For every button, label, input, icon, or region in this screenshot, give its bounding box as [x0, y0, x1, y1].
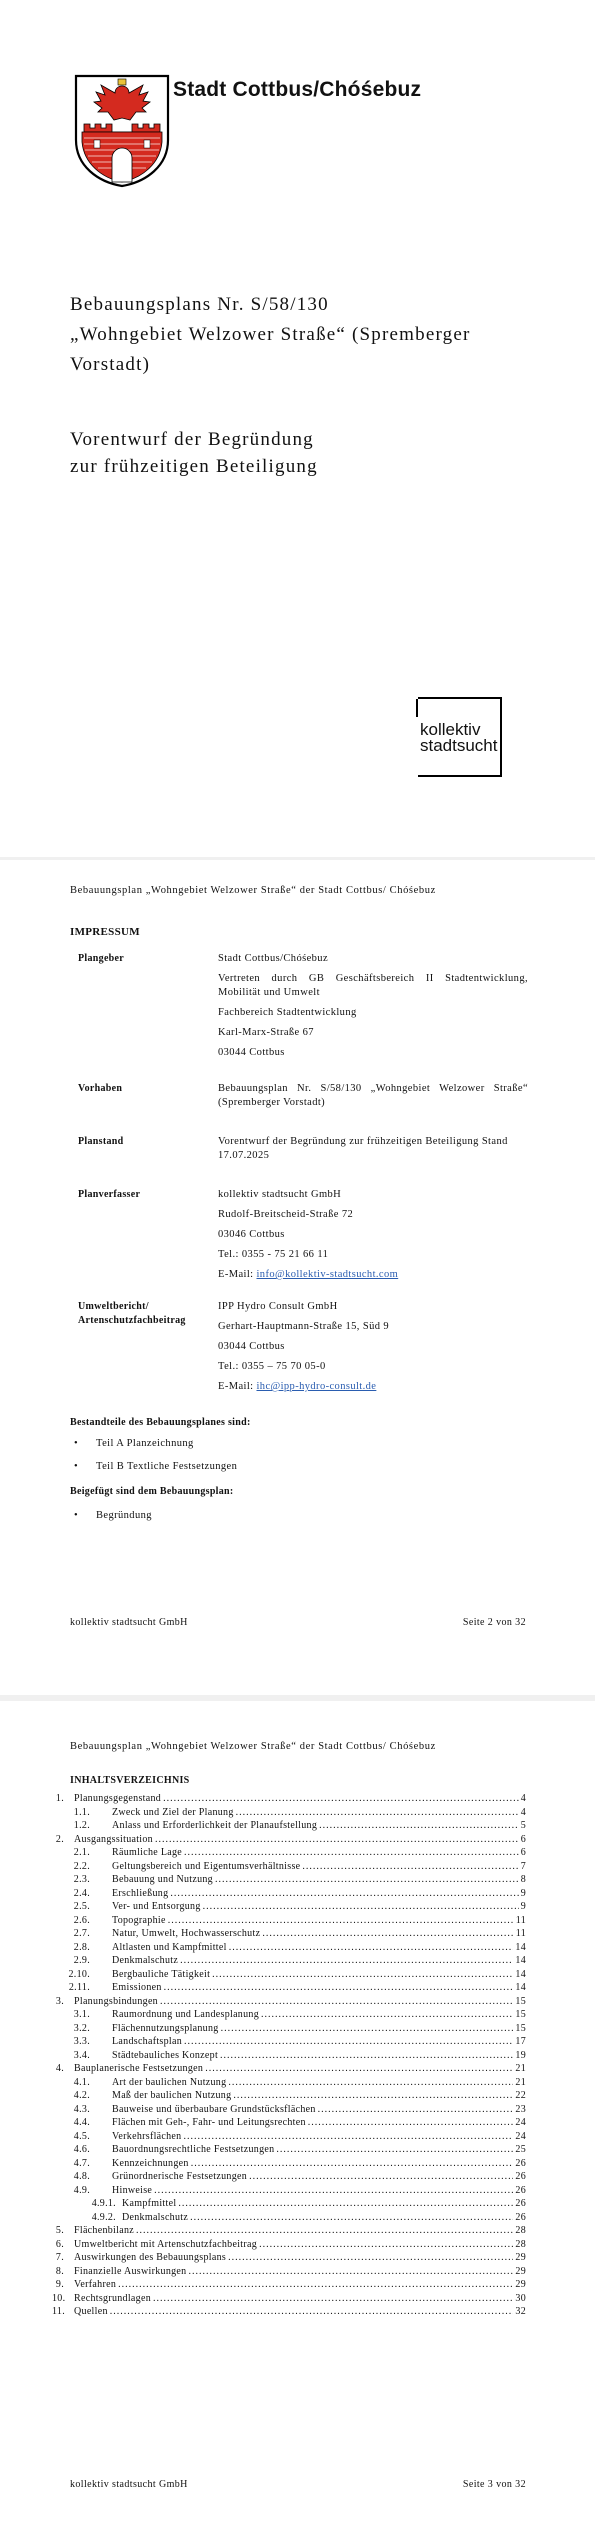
- toc-entry-page: 7: [520, 1860, 526, 1872]
- toc-entry[interactable]: [52, 2157, 526, 2171]
- toc-entry[interactable]: [52, 1927, 526, 1941]
- doc-type-line2: zur frühzeitigen Beteiligung: [70, 456, 318, 477]
- toc-entry[interactable]: [52, 1981, 526, 1995]
- toc-leader-dots: [164, 1981, 514, 1995]
- toc-entry-title: Rechtsgrundlagen: [74, 2292, 152, 2304]
- toc-entry-page: 8: [520, 1874, 526, 1885]
- toc-entry-number: 2.10.: [68, 1968, 90, 1980]
- toc-leader-dots: [262, 1927, 513, 1941]
- plangeber-line: 03044 Cottbus: [218, 1047, 285, 1058]
- umwelt-line: Gerhart-Hauptmann-Straße 15, Süd 9: [218, 1321, 390, 1332]
- toc-entry[interactable]: [52, 2292, 526, 2306]
- toc-entry-number: 2.4.: [73, 1887, 90, 1899]
- beigefuegt-heading: Beigefügt sind dem Bebauungsplan:: [70, 1486, 234, 1497]
- toc-leader-dots: [259, 2238, 513, 2252]
- toc-entry-title: Ver- und Entsorgung: [112, 1901, 201, 1912]
- umwelt-line: 03044 Cottbus: [218, 1341, 285, 1352]
- plan-number: Bebauungsplans Nr. S/58/130: [70, 294, 329, 315]
- footer-page-number: Seite 2 von 32: [462, 1617, 526, 1628]
- toc-entry-number: 5.: [55, 2225, 64, 2236]
- city-name: Stadt Cottbus/Chóśebuz: [173, 78, 422, 101]
- toc-entry-number: 3.1.: [73, 2009, 90, 2020]
- toc-entry-page: 29: [515, 2265, 526, 2277]
- toc-entry-title: Topographie: [112, 1914, 166, 1926]
- toc-leader-dots: [220, 2049, 513, 2063]
- toc-entry-page: 4: [520, 1793, 526, 1804]
- running-header: Bebauungsplan „Wohngebiet Welzower Straße“ der Stadt Cottbus/ Chóśebuz: [70, 885, 436, 896]
- verfasser-email-line: [218, 1268, 528, 1282]
- toc-leader-dots: [190, 2211, 513, 2225]
- toc-leader-dots: [178, 2197, 513, 2211]
- toc-entry-number: 4.7.: [73, 2157, 90, 2169]
- toc-entry-page: 11: [515, 1928, 526, 1939]
- bestandteil-item: • Teil B Textliche Festsetzungen: [96, 1461, 237, 1472]
- toc-leader-dots: [163, 1792, 519, 1806]
- toc-entry-title: Bebauung und Nutzung: [112, 1874, 213, 1885]
- toc-leader-dots: [191, 2157, 514, 2171]
- toc-leader-dots: [228, 2076, 513, 2090]
- toc-leader-dots: [188, 2265, 513, 2279]
- toc-leader-dots: [154, 2184, 513, 2198]
- toc-entry-title: Finanzielle Auswirkungen: [74, 2265, 187, 2277]
- toc-entry-title: Kennzeichnungen: [112, 2157, 189, 2169]
- toc-entry-page: 14: [515, 1968, 526, 1980]
- email-prefix: E-Mail:: [218, 1381, 257, 1392]
- toc-entry-page: 22: [515, 2090, 526, 2101]
- toc-entry-number: 3.: [55, 1995, 64, 2007]
- toc-entry[interactable]: [52, 2197, 526, 2211]
- umwelt-label-line1: Umweltbericht/: [78, 1301, 149, 1312]
- toc-entry-title: Denkmalschutz: [112, 1955, 179, 1966]
- toc-entry-number: 2.1.: [73, 1847, 90, 1858]
- toc-entry[interactable]: [52, 2305, 526, 2319]
- toc-entry-page: 26: [515, 2198, 526, 2209]
- toc-entry-page: 15: [515, 2009, 526, 2020]
- toc-entry-page: 19: [515, 2049, 526, 2061]
- toc-entry-title: Flächen mit Geh-, Fahr- und Leitungsrechten: [112, 2117, 306, 2128]
- toc-entry-title: Denkmalschutz: [122, 2211, 189, 2223]
- toc-entry[interactable]: [52, 2089, 526, 2103]
- toc-entry-title: Quellen: [74, 2306, 108, 2317]
- toc-entry[interactable]: [52, 1806, 526, 1820]
- toc-entry[interactable]: [52, 1914, 526, 1928]
- page-footer: [70, 2479, 526, 2490]
- toc-entry[interactable]: [52, 2062, 526, 2076]
- toc-entry[interactable]: [52, 2008, 526, 2022]
- toc-entry[interactable]: [52, 1995, 526, 2009]
- toc-entry-number: 2.2.: [73, 1860, 90, 1872]
- toc-entry-page: 32: [515, 2306, 526, 2317]
- toc-leader-dots: [212, 1968, 513, 1982]
- toc-leader-dots: [318, 2103, 514, 2117]
- toc-entry[interactable]: [52, 1846, 526, 1860]
- toc-heading: INHALTSVERZEICHNIS: [70, 1775, 190, 1786]
- toc-entry-number: 4.5.: [73, 2130, 90, 2142]
- toc-entry[interactable]: [52, 2184, 526, 2198]
- toc-entry[interactable]: [52, 2143, 526, 2157]
- toc-entry-number: 4.: [55, 2063, 64, 2074]
- toc-entry-title: Maß der baulichen Nutzung: [112, 2090, 232, 2101]
- toc-entry-page: 14: [515, 1982, 526, 1993]
- toc-entry-number: 4.9.1.: [91, 2198, 116, 2209]
- toc-entry-title: Bauordnungsrechtliche Festsetzungen: [112, 2144, 275, 2155]
- toc-entry-title: Bauplanerische Festsetzungen: [74, 2063, 204, 2074]
- toc-entry-page: 30: [515, 2292, 526, 2304]
- vorhaben-value: [218, 1082, 528, 1116]
- toc-entry-number: 7.: [55, 2252, 64, 2263]
- umwelt-line: Tel.: 0355 – 75 70 05-0: [218, 1361, 326, 1372]
- toc-entry-page: 26: [515, 2171, 526, 2182]
- toc-leader-dots: [236, 1806, 519, 1820]
- city-crest-icon: [72, 70, 172, 188]
- toc-entry-page: 6: [520, 1833, 526, 1845]
- page-footer: [70, 1617, 526, 1628]
- toc-entry-number: 4.2.: [73, 2090, 90, 2101]
- plangeber-line: Vertreten durch GB Geschäftsbereich II Stadtentwicklung, Mobilität und Umwelt: [218, 973, 528, 998]
- toc-leader-dots: [136, 2224, 513, 2238]
- verfasser-line: kollektiv stadtsucht GmbH: [218, 1189, 342, 1200]
- toc-entry-number: 3.4.: [73, 2049, 90, 2061]
- toc-entry-title: Raumordnung und Landesplanung: [112, 2009, 260, 2020]
- toc-leader-dots: [180, 1954, 513, 1968]
- logo-line2: stadtsucht: [420, 736, 498, 755]
- toc-entry-title: Geltungsbereich und Eigentumsverhältnisse: [112, 1860, 301, 1872]
- umwelt-line: IPP Hydro Consult GmbH: [218, 1301, 338, 1312]
- toc-entry[interactable]: [52, 1819, 526, 1833]
- toc-leader-dots: [249, 2170, 513, 2184]
- toc-entry-page: 23: [515, 2103, 526, 2115]
- toc-entry-title: Grünordnerische Festsetzungen: [112, 2171, 248, 2182]
- verfasser-value: [218, 1188, 528, 1288]
- toc-entry-number: 3.2.: [73, 2022, 90, 2034]
- verfasser-label: Planverfasser: [78, 1189, 141, 1200]
- planstand-label: Planstand: [78, 1136, 124, 1147]
- toc-entry-title: Räumliche Lage: [112, 1847, 183, 1858]
- toc-entry-title: Planungsgegenstand: [74, 1793, 162, 1804]
- toc-entry-title: Verfahren: [74, 2279, 117, 2290]
- cover-page: [0, 0, 595, 860]
- toc-entry-page: 9: [520, 1901, 526, 1912]
- verfasser-line: Tel.: 0355 - 75 21 66 11: [218, 1249, 329, 1260]
- toc-entry-number: 4.6.: [73, 2144, 90, 2155]
- toc-entry-number: 9.: [55, 2279, 64, 2290]
- vorhaben-text: Bebauungsplan Nr. S/58/130 „Wohngebiet Welzower Straße“ (Spremberger Vorstadt): [218, 1083, 528, 1108]
- plangeber-line: Stadt Cottbus/Chóśebuz: [218, 953, 329, 964]
- verfasser-line: Rudolf-Breitscheid-Straße 72: [218, 1209, 354, 1220]
- toc-entry-title: Kampfmittel: [122, 2198, 177, 2209]
- toc-entry-page: 11: [515, 1914, 526, 1926]
- table-of-contents: [52, 1792, 526, 2319]
- toc-entry[interactable]: [52, 1900, 526, 1914]
- toc-entry-page: 29: [515, 2252, 526, 2263]
- toc-entry-number: 2.6.: [73, 1914, 90, 1926]
- toc-entry-title: Flächenbilanz: [74, 2225, 134, 2236]
- toc-entry-title: Umweltbericht mit Artenschutzfachbeitrag: [74, 2238, 258, 2250]
- footer-company: kollektiv stadtsucht GmbH: [70, 2479, 188, 2490]
- toc-entry-number: 4.4.: [73, 2117, 90, 2128]
- beigefuegt-item: • Begründung: [96, 1510, 152, 1521]
- toc-entry[interactable]: [52, 2278, 526, 2292]
- toc-entry-page: 17: [515, 2036, 526, 2047]
- toc-entry-page: 14: [515, 1955, 526, 1966]
- toc-entry[interactable]: [52, 1860, 526, 1874]
- toc-entry-number: 3.3.: [73, 2036, 90, 2047]
- toc-entry-number: 11.: [52, 2306, 66, 2317]
- toc-entry-number: 2.11.: [68, 1982, 90, 1993]
- toc-leader-dots: [261, 2008, 513, 2022]
- toc-entry[interactable]: [52, 1954, 526, 1968]
- toc-entry[interactable]: [52, 1941, 526, 1955]
- toc-entry-title: Erschließung: [112, 1887, 169, 1899]
- toc-entry-page: 28: [515, 2238, 526, 2250]
- kollektiv-stadtsucht-logo: [418, 697, 502, 777]
- toc-entry-number: 2.3.: [73, 1874, 90, 1885]
- toc-entry-title: Auswirkungen des Bebauungsplans: [74, 2252, 227, 2263]
- footer-page-number: Seite 3 von 32: [462, 2479, 526, 2490]
- toc-entry-title: Emissionen: [112, 1982, 162, 1993]
- toc-entry[interactable]: [52, 1833, 526, 1847]
- toc-entry-page: 24: [515, 2130, 526, 2142]
- toc-leader-dots: [308, 2116, 514, 2130]
- toc-entry-title: Bergbauliche Tätigkeit: [112, 1968, 211, 1980]
- toc-leader-dots: [118, 2278, 513, 2292]
- toc-entry-number: 2.8.: [73, 1941, 90, 1953]
- toc-entry-number: 2.: [55, 1833, 64, 1845]
- toc-entry[interactable]: [52, 2022, 526, 2036]
- toc-entry[interactable]: [52, 2238, 526, 2252]
- toc-leader-dots: [155, 1833, 519, 1847]
- toc-leader-dots: [205, 2062, 513, 2076]
- toc-entry[interactable]: [52, 1887, 526, 1901]
- toc-leader-dots: [221, 2022, 514, 2036]
- umwelt-label: [78, 1300, 186, 1328]
- toc-leader-dots: [160, 1995, 513, 2009]
- toc-entry-title: Zweck und Ziel der Planung: [112, 1806, 234, 1818]
- toc-entry-number: 8.: [55, 2265, 64, 2277]
- toc-entry[interactable]: [52, 2049, 526, 2063]
- toc-entry-title: Natur, Umwelt, Hochwasserschutz: [112, 1928, 261, 1939]
- toc-leader-dots: [153, 2292, 513, 2306]
- umwelt-label-line2: Artenschutzfachbeitrag: [78, 1315, 186, 1326]
- umwelt-email-link[interactable]: ihc@ipp-hydro-consult.de: [256, 1381, 377, 1392]
- toc-leader-dots: [168, 1914, 514, 1928]
- toc-leader-dots: [170, 1887, 518, 1901]
- vorhaben-label: Vorhaben: [78, 1083, 123, 1094]
- toc-entry-page: 15: [515, 2022, 526, 2034]
- toc-entry-title: Verkehrsflächen: [112, 2130, 182, 2142]
- toc-leader-dots: [183, 2130, 513, 2144]
- bestandteile-heading: Bestandteile des Bebauungsplanes sind:: [70, 1417, 251, 1428]
- toc-entry-number: 4.9.2.: [91, 2211, 116, 2223]
- toc-entry-number: 4.9.: [73, 2184, 90, 2196]
- toc-entry-page: 4: [520, 1806, 526, 1818]
- toc-entry-page: 29: [515, 2279, 526, 2290]
- toc-entry-page: 15: [515, 1995, 526, 2007]
- toc-entry[interactable]: [52, 2211, 526, 2225]
- plangeber-line: Fachbereich Stadtentwicklung: [218, 1007, 357, 1018]
- footer-company: kollektiv stadtsucht GmbH: [70, 1617, 188, 1628]
- toc-entry-title: Planungsbindungen: [74, 1995, 158, 2007]
- planstand-text: Vorentwurf der Begründung zur frühzeitigen Beteiligung Stand 17.07.2025: [218, 1136, 508, 1161]
- toc-entry-number: 4.1.: [73, 2076, 90, 2088]
- plangeber-line: Karl-Marx-Straße 67: [218, 1027, 314, 1038]
- toc-leader-dots: [319, 1819, 519, 1833]
- toc-leader-dots: [215, 1873, 519, 1887]
- toc-entry[interactable]: [52, 2265, 526, 2279]
- toc-entry[interactable]: [52, 1873, 526, 1887]
- toc-entry-title: Anlass und Erforderlichkeit der Planaufstellung: [112, 1820, 318, 1831]
- toc-entry-page: 21: [515, 2076, 526, 2088]
- toc-entry-title: Hinweise: [112, 2184, 153, 2196]
- toc-leader-dots: [184, 2035, 513, 2049]
- toc-leader-dots: [302, 1860, 518, 1874]
- toc-leader-dots: [233, 2089, 513, 2103]
- toc-entry-page: 25: [515, 2144, 526, 2155]
- toc-entry-page: 26: [515, 2211, 526, 2223]
- impressum-heading: IMPRESSUM: [70, 926, 140, 938]
- toc-entry-title: Städtebauliches Konzept: [112, 2049, 219, 2061]
- toc-entry-title: Flächennutzungsplanung: [112, 2022, 219, 2034]
- email-prefix: E-Mail:: [218, 1269, 257, 1280]
- page-divider: [0, 1695, 595, 1701]
- doc-type-line1: Vorentwurf der Begründung: [70, 429, 314, 450]
- toc-entry-page: 9: [520, 1887, 526, 1899]
- toc-entry[interactable]: [52, 2224, 526, 2238]
- toc-entry[interactable]: [52, 2076, 526, 2090]
- toc-leader-dots: [228, 2251, 513, 2265]
- toc-entry[interactable]: [52, 2116, 526, 2130]
- toc-entry-title: Altlasten und Kampfmittel: [112, 1941, 227, 1953]
- running-header: Bebauungsplan „Wohngebiet Welzower Straße“ der Stadt Cottbus/ Chóśebuz: [70, 1741, 436, 1752]
- bestandteil-item: • Teil A Planzeichnung: [96, 1438, 194, 1449]
- toc-entry-page: 5: [520, 1820, 526, 1831]
- umwelt-value: [218, 1300, 528, 1400]
- verfasser-line: 03046 Cottbus: [218, 1229, 285, 1240]
- toc-entry-page: 26: [515, 2184, 526, 2196]
- toc-entry-page: 14: [515, 1941, 526, 1953]
- toc-entry-number: 10.: [52, 2292, 66, 2304]
- umwelt-email-line: [218, 1380, 528, 1394]
- verfasser-email-link[interactable]: info@kollektiv-stadtsucht.com: [256, 1269, 399, 1280]
- toc-leader-dots: [203, 1900, 519, 1914]
- toc-entry[interactable]: [52, 2170, 526, 2184]
- toc-entry-title: Landschaftsplan: [112, 2036, 183, 2047]
- toc-entry-number: 1.: [55, 1793, 64, 1804]
- plan-title-line1: „Wohngebiet Welzower Straße“ (Spremberger: [70, 324, 471, 345]
- toc-entry-number: 2.7.: [73, 1928, 90, 1939]
- plan-title-line2: Vorstadt): [70, 354, 151, 375]
- toc-entry-number: 2.9.: [73, 1955, 90, 1966]
- toc-leader-dots: [110, 2305, 514, 2319]
- logo-line1: kollektiv: [420, 720, 481, 739]
- toc-entry[interactable]: [52, 2130, 526, 2144]
- toc-entry-page: 21: [515, 2063, 526, 2074]
- toc-entry[interactable]: [52, 2035, 526, 2049]
- toc-entry-number: 6.: [55, 2238, 64, 2250]
- toc-entry-title: Bauweise und überbaubare Grundstücksflächen: [112, 2103, 316, 2115]
- toc-leader-dots: [276, 2143, 513, 2157]
- toc-entry[interactable]: [52, 2103, 526, 2117]
- toc-entry-number: 4.3.: [73, 2103, 90, 2115]
- plangeber-value: [218, 952, 528, 1066]
- plangeber-label: Plangeber: [78, 953, 125, 964]
- toc-entry-number: 4.8.: [73, 2171, 90, 2182]
- planstand-value: [218, 1135, 528, 1169]
- toc-entry-title: Ausgangssituation: [74, 1833, 153, 1845]
- toc-entry-page: 28: [515, 2225, 526, 2236]
- toc-entry[interactable]: [52, 2251, 526, 2265]
- toc-entry-page: 24: [515, 2117, 526, 2128]
- toc-entry[interactable]: [52, 1968, 526, 1982]
- toc-entry-title: Art der baulichen Nutzung: [112, 2076, 227, 2088]
- toc-entry-number: 1.2.: [73, 1820, 90, 1831]
- toc-entry-number: 2.5.: [73, 1901, 90, 1912]
- toc-entry[interactable]: [52, 1792, 526, 1806]
- toc-entry-page: 6: [520, 1847, 526, 1858]
- toc-entry-number: 1.1.: [73, 1806, 90, 1818]
- toc-entry-page: 26: [515, 2157, 526, 2169]
- toc-leader-dots: [229, 1941, 514, 1955]
- toc-leader-dots: [184, 1846, 519, 1860]
